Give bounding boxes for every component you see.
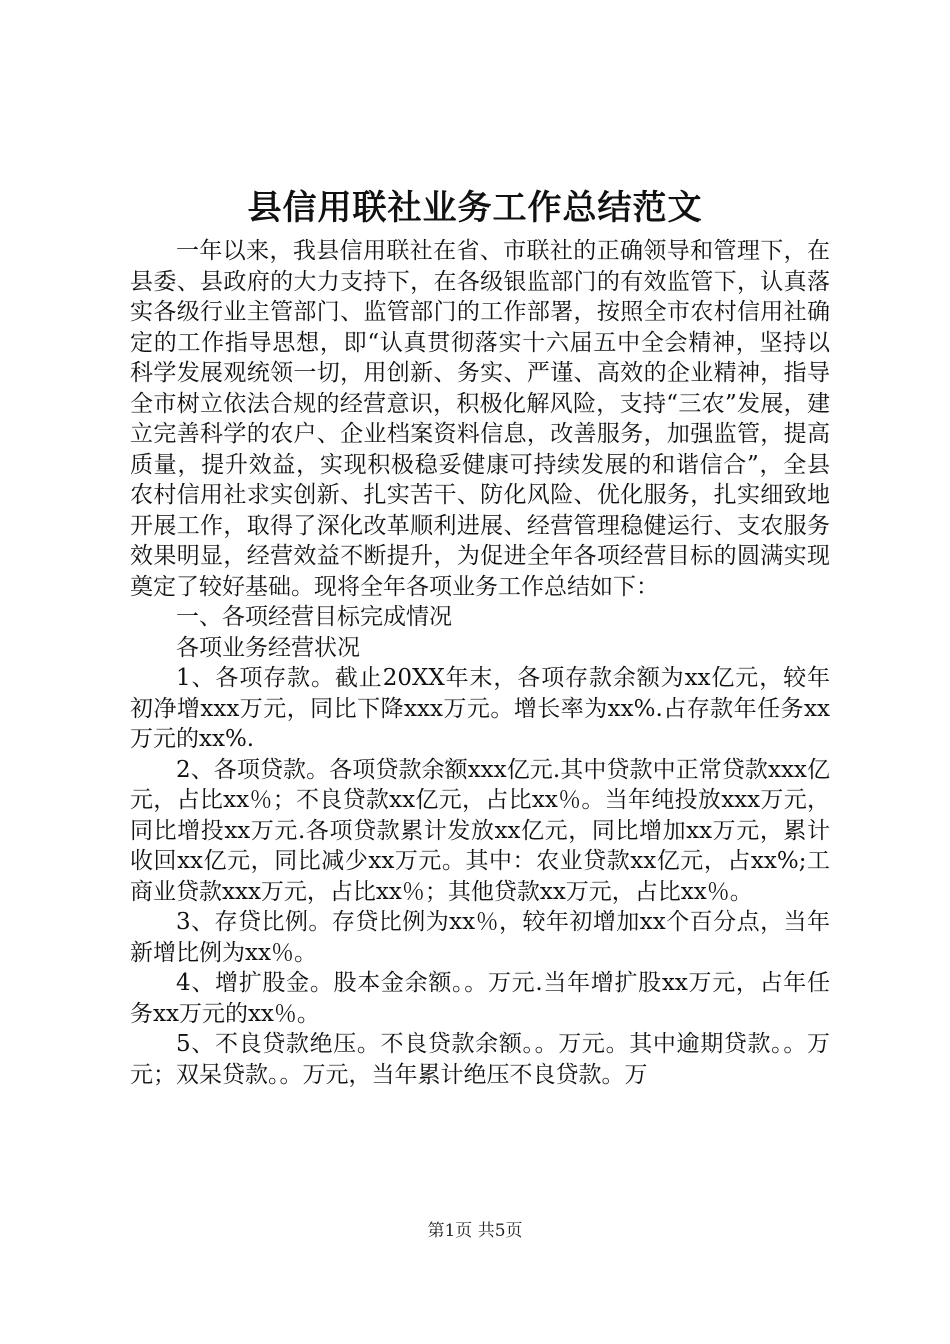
nonperforming-loans-paragraph: 5、不良贷款绝压。不良贷款余额。。万元。其中逾期贷款。。万元；双呆贷款。。万元，当年累计绝压不良贷款。万 (130, 1031, 830, 1088)
loan-deposit-ratio-paragraph: 3、存贷比例。存贷比例为xx％，较年初增加xx个百分点，当年新增比例为xx％。 (130, 909, 830, 966)
share-capital-paragraph: 4、增扩股金。股本金余额。。万元.当年增扩股xx万元，占年任务xx万元的xx％。 (130, 970, 830, 1027)
page-number-footer: 第1页 共5页 (427, 1221, 523, 1241)
intro-paragraph: 一年以来，我县信用联社在省、市联社的正确领导和管理下，在县委、县政府的大力支持下，在各级银监部门的有效监管下，认真落实各级行业主管部门、监管部门的工作部署，按照全市农村信用社确定的工作指导思想，即“认真贯彻落实十六届五中全会精神，坚持以科学发展观统领一切，用创新、务实、严谨、高效的企业精神，指导全市树立依法合规的经营意识，积极化解风险，支持“三农”发展，建立完善科学的农户、企业档案资料信息，改善服务，加强监管，提高质量，提升效益，实现积极稳妥健康可持续发展的和谐信合”，全县农村信用社求实创新、扎实苦干、防化风险、优化服务，扎实细致地开展工作，取得了深化改革顺利进展、经营管理稳健运行、支农服务效果明显，经营效益不断提升，为促进全年各项经营目标的圆满实现奠定了较好基础。现将全年各项业务工作总结如下： (130, 238, 830, 600)
subsection-heading: 各项业务经营状况 (176, 634, 360, 661)
deposits-paragraph: 1、各项存款。截止20XX年末，各项存款余额为xx亿元，较年初净增xxx万元，同比下降xxx万元。增长率为xx%.占存款年任务xx万元的xx%. (130, 665, 830, 752)
document-body (130, 236, 830, 1090)
loans-paragraph: 2、各项贷款。各项贷款余额xxx亿元.其中贷款中正常贷款xxx亿元，占比xx％；不良贷款xx亿元，占比xx％。当年纯投放xxx万元，同比增投xx万元.各项贷款累计发放xx亿元，同比增加xx万元，累计收回xx亿元，同比减少xx万元。其中：农业贷款xx亿元，占xx%;工商业贷款xxx万元，占比xx％；其他贷款xx万元，占比xx％。 (130, 756, 830, 905)
section-heading: 一、各项经营目标完成情况 (176, 604, 452, 630)
document-title: 县信用联社业务工作总结范文 (247, 188, 703, 228)
